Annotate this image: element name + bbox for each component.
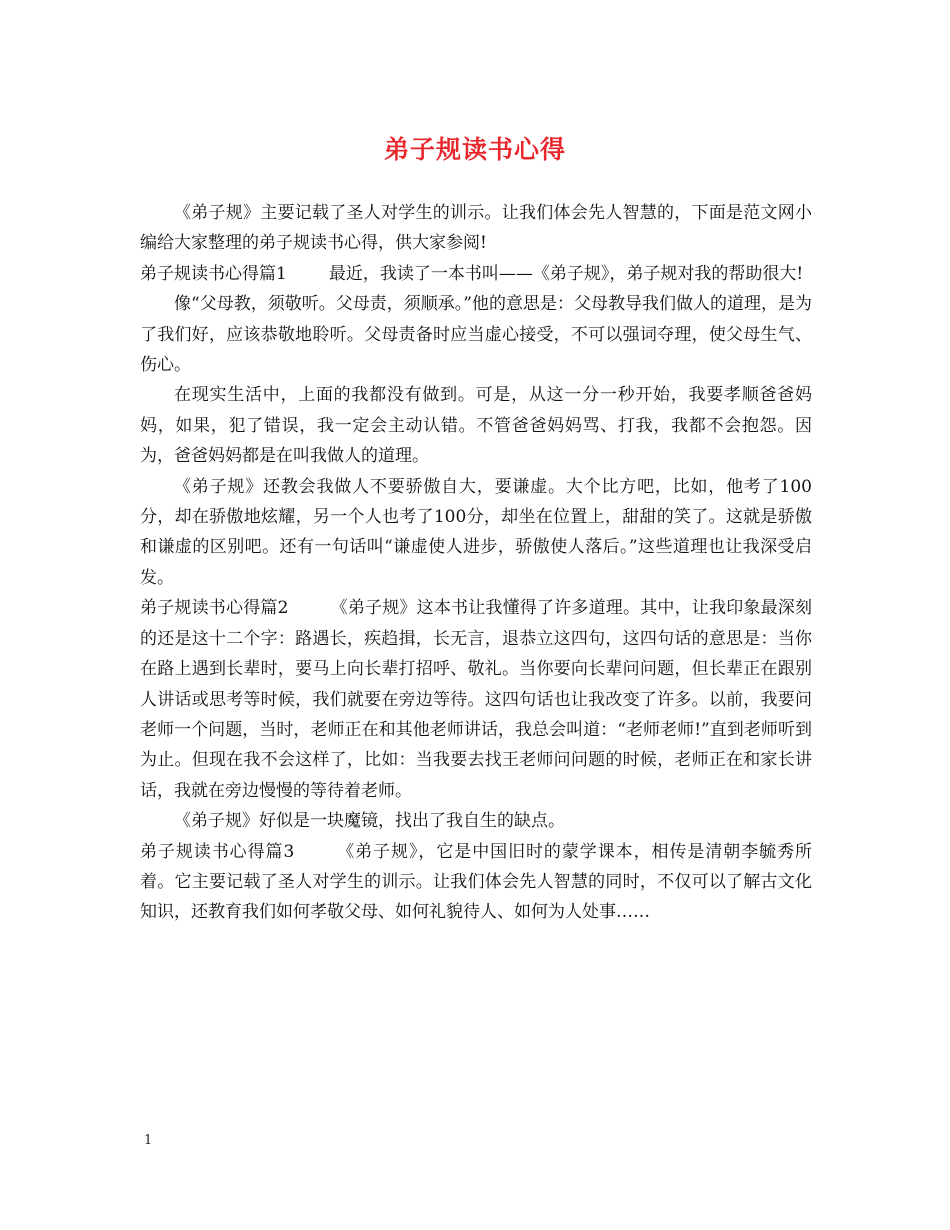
body-paragraph: 像“父母教，须敬听。父母责，须顺承。”他的意思是：父母教导我们做人的道理，是为了我们好，应该恭敬地聆听。父母责备时应当虚心接受，不可以强词夺理，使父母生气、伤心。 (140, 294, 812, 376)
section-2-paragraph (140, 593, 812, 806)
intro-paragraph: 《弟子规》主要记载了圣人对学生的训示。让我们体会先人智慧的，下面是范文网小编给大家整理的弟子规读书心得，供大家参阅! (140, 203, 812, 254)
section-2-text: 《弟子规》这本书让我懂得了许多道理。其中，让我印象最深刻的还是这十二个字：路遇长，疾趋揖，长无言，退恭立这四句，这四句话的意思是：当你在路上遇到长辈时，要马上向长辈打招呼、敬礼。当你要向长辈问问题，但长辈正在跟别人讲话或思考等时候，我们就要在旁边等待。这四句话也让我改变了许多。以前，我要问老师一个问题，当时，老师正在和其他老师讲话，我总会叫道：“老师老师!”直到老师听到为止。但现在我不会这样了，比如：当我要去找王老师问问题的时候，老师正在和家长讲话，我就在旁边慢慢的等待着老师。 (140, 598, 812, 801)
body-paragraph: 在现实生活中，上面的我都没有做到。可是，从这一分一秒开始，我要孝顺爸爸妈妈，如果，犯了错误，我一定会主动认错。不管爸爸妈妈骂、打我，我都不会抱怨。因为，爸爸妈妈都是在叫我做人的道理。 (140, 385, 812, 467)
section-3-text: 《弟子规》，它是中国旧时的蒙学课本，相传是清朝李毓秀所着。它主要记载了圣人对学生的训示。让我们体会先人智慧的同时，不仅可以了解古文化知识，还教育我们如何孝敬父母、如何礼貌待人、如何为人处事…… (140, 841, 812, 923)
section-heading-3: 弟子规读书心得篇3 (140, 841, 295, 862)
body-paragraph: 《弟子规》还教会我做人不要骄傲自大，要谦虚。大个比方吧，比如，他考了100分，却在骄傲地炫耀，另一个人也考了100分，却坐在位置上，甜甜的笑了。这就是骄傲和谦虚的区别吧。还有一句话叫“谦虚使人进步，骄傲使人落后。”这些道理也让我深受启发。 (140, 476, 812, 588)
section-3-paragraph (140, 837, 812, 928)
section-heading-2: 弟子规读书心得篇2 (140, 598, 289, 619)
page-number: 1 (144, 1133, 153, 1148)
body-paragraph: 《弟子规》好似是一块魔镜，找出了我自生的缺点。 (174, 811, 565, 832)
document-body (140, 198, 812, 928)
section-1-text: 最近，我读了一本书叫——《弟子规》，弟子规对我的帮助很大! (328, 263, 804, 284)
section-1-paragraph (140, 259, 812, 289)
section-heading-1: 弟子规读书心得篇1 (140, 263, 287, 284)
document-title: 弟子规读书心得 (383, 135, 566, 164)
